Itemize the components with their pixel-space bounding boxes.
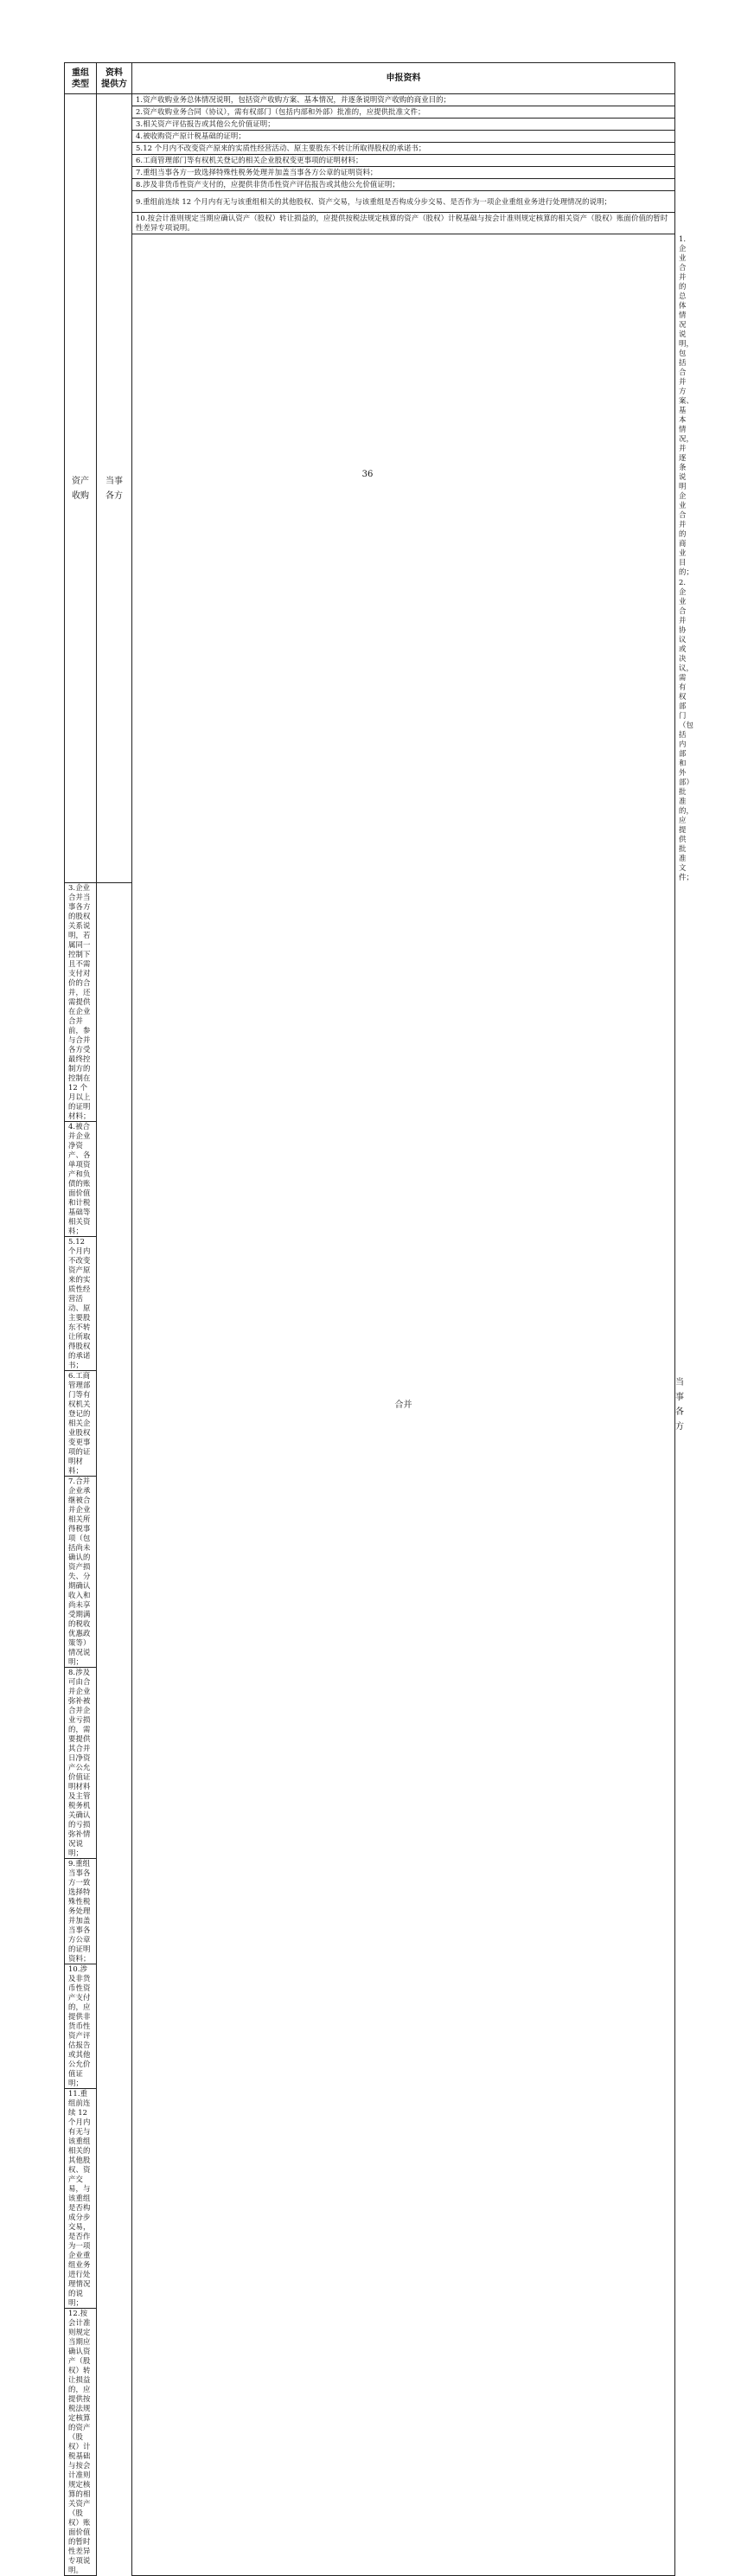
list-item: 5.12 个月内不改变资产原来的实质性经营活动、原主要股东不转让所取得股权的承诺书； bbox=[132, 143, 675, 155]
table-row bbox=[65, 155, 675, 167]
page-number: 36 bbox=[361, 470, 374, 479]
table-row bbox=[65, 191, 675, 213]
list-item: 10.按会计准则规定当期应确认资产（股权）转让损益的，应提供按税法规定核算的资产（股权）计税基础与按会计准则规定核算的相关资产（股权）账面价值的暂时性差异专项说明。 bbox=[132, 213, 675, 234]
list-item: 3.企业合并当事各方的股权关系说明，若属同一控制下且不需支付对价的合并，还需提供在企业合并前，参与合并各方受最终控制方的控制在 12 个月以上的证明材料； bbox=[65, 883, 97, 1122]
list-item: 9.重组当事各方一致选择特殊性税务处理并加盖当事各方公章的证明资料； bbox=[65, 1859, 97, 1964]
list-item: 7.合并企业承继被合并企业相关所得税事项（包括尚未确认的资产损失、分期确认收入和尚未享受期满的税收优惠政策等）情况说明； bbox=[65, 1477, 97, 1668]
table-row bbox=[65, 179, 675, 191]
list-item: 4.被收购资产原计税基础的证明； bbox=[132, 131, 675, 143]
list-item: 8.涉及非货币性资产支付的，应提供非货币性资产评估报告或其他公允价值证明； bbox=[132, 179, 675, 191]
table-header-row bbox=[65, 63, 675, 94]
header-reporting-materials: 申报资料 bbox=[132, 63, 675, 94]
list-item: 11.重组前连续 12 个月内有无与该重组相关的其他股权、资产交易，与该重组是否构成分步交易，是否作为一项企业重组业务进行处理情况的说明； bbox=[65, 2089, 97, 2309]
list-item: 1.资产收购业务总体情况说明，包括资产收购方案、基本情况，并逐条说明资产收购的商业目的； bbox=[132, 94, 675, 106]
table-row: 合并 当事 各方 1.企业合并的总体情况说明，包括合并方案、基本情况，并逐条说明企业合并的商业目的； bbox=[65, 234, 675, 578]
list-item: 10.涉及非货币性资产支付的，应提供非货币性资产评估报告或其他公允价值证明； bbox=[65, 1964, 97, 2089]
list-item: 6.工商管理部门等有权机关登记的相关企业股权变更事项的证明材料； bbox=[132, 155, 675, 167]
list-item: 5.12 个月内不改变资产原来的实质性经营活动、原主要股东不转让所取得股权的承诺书； bbox=[65, 1237, 97, 1371]
reporting-materials-table bbox=[64, 62, 693, 2576]
list-item: 12.按会计准则规定当期应确认资产（股权）转让损益的，应提供按税法规定核算的资产（股权）计税基础与按会计准则规定核算的相关资产（股权）账面价值的暂时性差异专项说明。 bbox=[65, 2309, 97, 2576]
table-row bbox=[65, 131, 675, 143]
list-item: 4.被合并企业净资产、各单项资产和负债的账面价值和计税基础等相关资料； bbox=[65, 1122, 97, 1237]
table-row bbox=[65, 106, 675, 119]
table-row: 2.企业合并协议或决议，需有权部门（包括内部和外部）批准的，应提供批准文件； bbox=[679, 578, 693, 881]
header-material-provider: 资料 提供方 bbox=[97, 63, 132, 94]
list-item: 7.重组当事各方一致选择特殊性税务处理并加盖当事各方公章的证明资料； bbox=[132, 167, 675, 179]
table-row bbox=[65, 143, 675, 155]
list-item: 8.涉及可由合并企业弥补被合并企业亏损的，需要提供其合并日净资产公允价值证明材料及主管税务机关确认的亏损弥补情况说明； bbox=[65, 1668, 97, 1859]
table-row bbox=[65, 94, 675, 106]
table-row bbox=[65, 167, 675, 179]
table-row bbox=[65, 119, 675, 131]
table-row bbox=[65, 213, 675, 234]
list-item: 2.资产收购业务合同（协议），需有权部门（包括内部和外部）批准的，应提供批准文件； bbox=[132, 106, 675, 119]
header-restructuring-type: 重组 类型 bbox=[65, 63, 97, 94]
list-item: 3.相关资产评估报告或其他公允价值证明； bbox=[132, 119, 675, 131]
section-type-merger: 合并 bbox=[132, 234, 675, 2576]
section-type-asset-acquisition: 资产 收购 bbox=[65, 94, 97, 883]
list-item: 9.重组前连续 12 个月内有无与该重组相关的其他股权、资产交易，与该重组是否构成分步交易、是否作为一项企业重组业务进行处理情况的说明； bbox=[132, 191, 675, 213]
list-item: 6.工商管理部门等有权机关登记的相关企业股权变更事项的证明材料； bbox=[65, 1371, 97, 1477]
section-provider: 当事 各方 bbox=[97, 94, 132, 883]
